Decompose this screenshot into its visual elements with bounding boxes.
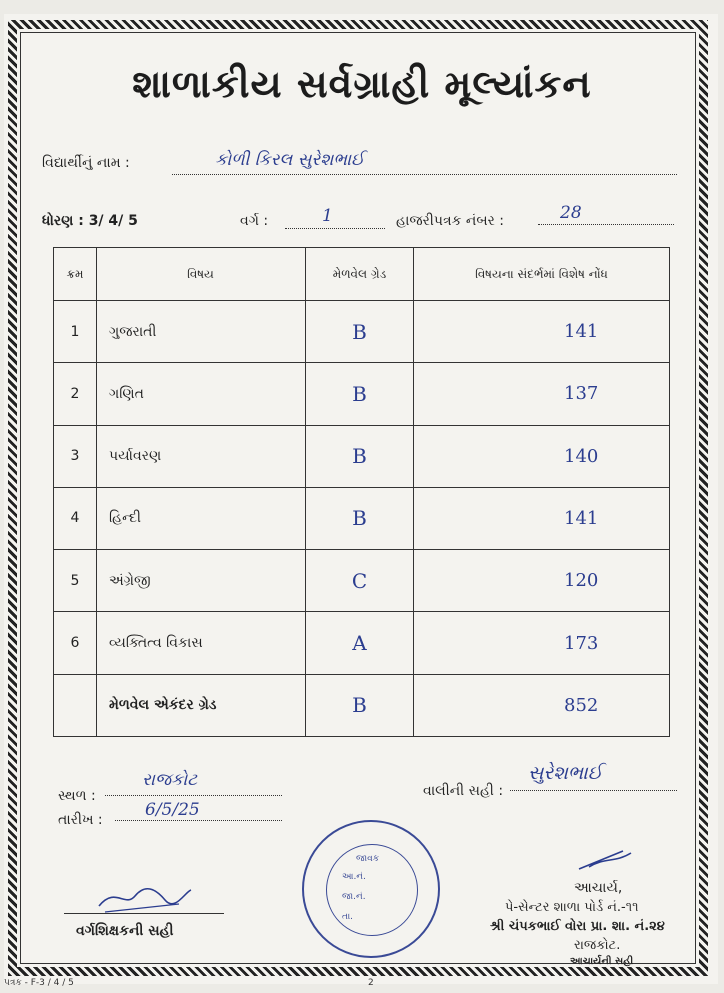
student-name-label: વિદ્યાર્થીનું નામ :: [42, 155, 130, 171]
row-serial: 2: [54, 363, 97, 425]
table-row: [54, 363, 670, 425]
row-note: 140: [414, 425, 670, 487]
roll-value: 28: [560, 203, 582, 223]
page-number: 2: [368, 978, 374, 988]
stamp-line-1: જાવક: [356, 854, 380, 864]
header-subject: વિષય: [97, 248, 306, 301]
roll-label: હાજરીપત્રક નંબર :: [396, 213, 504, 229]
principal-school-line-1: પે-સેન્ટર શાળા પોર્ડ નં.-૧૧: [505, 900, 639, 915]
date-value: 6/5/25: [145, 800, 200, 820]
teacher-sign-line: [64, 913, 224, 914]
header-note: વિષયના સંદર્ભમાં વિશેષ નોંધ: [414, 248, 670, 301]
class-value: 1: [322, 206, 333, 226]
row-note: 137: [414, 363, 670, 425]
std-label: ધોરણ : 3/ 4/ 5: [42, 213, 138, 229]
row-note: 141: [414, 301, 670, 363]
header-serial: ક્રમ: [54, 248, 97, 301]
place-label: સ્થળ :: [58, 788, 96, 804]
row-grade: B: [306, 363, 414, 425]
row-grade: A: [306, 612, 414, 674]
row-serial: 4: [54, 487, 97, 549]
table-row: [54, 487, 670, 549]
table-row: [54, 301, 670, 363]
parent-sign-line: [510, 790, 677, 791]
parent-signature: સુરેશભાઈ: [528, 762, 603, 784]
class-label: વર્ગ :: [240, 213, 269, 229]
table-row: [54, 612, 670, 674]
table-row: [54, 550, 670, 612]
page-title: શાળાકીય સર્વગ્રાહી મૂલ્યાંકન: [132, 62, 592, 106]
row-grade: B: [306, 301, 414, 363]
row-grade: B: [306, 487, 414, 549]
marks-table: [53, 247, 670, 737]
date-label: તારીખ :: [58, 812, 103, 828]
principal-label: આચાર્ય,: [574, 880, 623, 896]
row-serial: 3: [54, 425, 97, 487]
place-line: [105, 795, 282, 796]
row-note: 120: [414, 550, 670, 612]
principal-signature-scribble: [575, 845, 635, 875]
stamp-line-3: જા.નં.: [342, 892, 366, 902]
total-serial: [54, 674, 97, 736]
table-header-row: [54, 248, 670, 301]
row-subject: ગુજરાતી: [97, 301, 306, 363]
teacher-signature-scribble: [95, 878, 195, 918]
row-note: 173: [414, 612, 670, 674]
stamp-line-4: તા.: [342, 912, 354, 922]
form-code: પત્રક - F-3 / 4 / 5: [4, 978, 74, 988]
stamp-line-2: આ.નં.: [342, 872, 366, 882]
class-line: [285, 228, 385, 229]
principal-school-line-2: શ્રી ચંપકભાઈ વોરા પ્રા. શા. નં.૨૪: [490, 919, 665, 934]
row-subject: પર્યાવરણ: [97, 425, 306, 487]
header-grade: મેળવેલ ગ્રેડ: [306, 248, 414, 301]
roll-line: [538, 224, 674, 225]
row-subject: અંગ્રેજી: [97, 550, 306, 612]
total-grade: B: [306, 674, 414, 736]
row-subject: હિન્દી: [97, 487, 306, 549]
row-note: 141: [414, 487, 670, 549]
total-note: 852: [414, 674, 670, 736]
student-name-line: [172, 174, 677, 175]
row-serial: 1: [54, 301, 97, 363]
date-line: [115, 820, 282, 821]
row-serial: 5: [54, 550, 97, 612]
row-grade: B: [306, 425, 414, 487]
table-total-row: [54, 674, 670, 736]
parent-sign-label: વાલીની સહી :: [423, 783, 504, 799]
row-subject: ગણિત: [97, 363, 306, 425]
row-grade: C: [306, 550, 414, 612]
school-stamp: [302, 820, 440, 958]
teacher-sign-label: વર્ગશિક્ષકની સહી: [76, 923, 174, 939]
table-row: [54, 425, 670, 487]
total-label: મેળવેલ એકંદર ગ્રેડ: [97, 674, 306, 736]
row-serial: 6: [54, 612, 97, 674]
student-name-value: કોળી કિરલ સુરેશભાઈ: [215, 150, 365, 170]
row-subject: વ્યક્તિત્વ વિકાસ: [97, 612, 306, 674]
principal-school-line-3: રાજકોટ.: [574, 938, 621, 953]
place-value: રાજકોટ: [142, 770, 198, 790]
principal-sign-label: આચાર્યની સહી: [570, 956, 634, 967]
